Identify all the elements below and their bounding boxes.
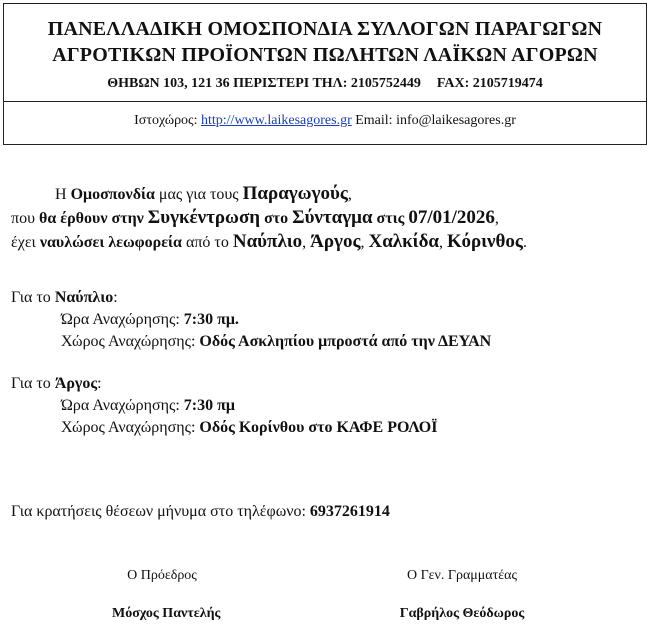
signature-secretary xyxy=(380,567,544,623)
letterhead xyxy=(3,3,647,145)
intro-text: στις xyxy=(376,210,405,227)
departure-time-label: Ώρα Αναχώρησης: xyxy=(61,311,184,328)
departure-time: 7:30 πμ xyxy=(183,397,235,414)
intro-text: , xyxy=(302,234,311,251)
fax-number: FAX: 2105719474 xyxy=(436,76,543,91)
intro-will-come: θα έρθουν στην xyxy=(39,210,144,227)
trip-prefix: Για το xyxy=(11,375,55,392)
website-link[interactable]: http://www.laikesagores.gr xyxy=(201,113,352,128)
org-name-line-1: ΠΑΝΕΛΛΑΔΙΚΗ ΟΜΟΣΠΟΝΔΙΑ ΣΥΛΛΟΓΩΝ ΠΑΡΑΓΩΓΩΝ xyxy=(47,18,603,40)
intro-text: από το xyxy=(181,234,233,251)
departure-place: Οδός Ασκληπίου μπροστά από την ΔΕΥΑΝ xyxy=(199,333,492,350)
intro-rally: Συγκέντρωση xyxy=(147,207,261,228)
departure-time-row xyxy=(11,395,437,417)
email-address: info@laikesagores.gr xyxy=(396,113,516,128)
intro-text: , xyxy=(347,186,352,203)
departure-place-row xyxy=(11,417,437,439)
intro-text: . xyxy=(522,234,527,251)
signature-president xyxy=(112,567,221,623)
departure-place-label: Χώρος Αναχώρησης: xyxy=(61,333,200,350)
intro-text: , xyxy=(439,234,448,251)
trip-colon: : xyxy=(97,375,102,392)
website-label: Ιστοχώρος: xyxy=(134,113,198,128)
trip-heading xyxy=(11,373,437,395)
city-argos: Άργος xyxy=(310,231,361,252)
org-name-line-2: ΑΓΡΟΤΙΚΩΝ ΠΡΟΪΟΝΤΩΝ ΠΩΛΗΤΩΝ ΛΑΪΚΩΝ ΑΓΟΡΩΝ xyxy=(52,44,598,66)
intro-line-1 xyxy=(11,182,645,206)
intro-text: που xyxy=(11,210,39,227)
reservation-line xyxy=(11,501,390,523)
email-label: Email: xyxy=(355,113,393,128)
departure-time-row xyxy=(11,309,491,331)
trip-argos xyxy=(11,373,437,439)
departure-place-label: Χώρος Αναχώρησης: xyxy=(61,419,200,436)
signatory-name: Γαβρήλος Θεόδωρος xyxy=(399,606,525,621)
departure-time: 7:30 πμ. xyxy=(183,311,239,328)
trip-colon: : xyxy=(113,289,118,306)
reservation-text: Για κρατήσεις θέσεων μήνυμα στο τηλέφωνο: xyxy=(11,503,310,520)
intro-syntagma: Σύνταγμα xyxy=(292,207,373,228)
trip-nafplio xyxy=(11,287,491,353)
intro-line-3 xyxy=(11,230,645,254)
signatory-name: Μόσχος Παντελής xyxy=(112,606,221,621)
intro-date: 07/01/2026 xyxy=(408,207,495,228)
signatory-title: Ο Γεν. Γραμματέας xyxy=(406,568,518,583)
city-korinthos: Κόρινθος xyxy=(447,231,523,252)
address-phone: ΘΗΒΩΝ 103, 121 36 ΠΕΡΙΣΤΕΡΙ ΤΗΛ: 2105752449 xyxy=(107,76,421,91)
intro-text: μας για τους xyxy=(154,186,243,203)
intro-text: , xyxy=(494,210,499,227)
intro-text: στο xyxy=(264,210,289,227)
intro-text: Η xyxy=(55,186,71,203)
city-nafplio: Ναύπλιο xyxy=(232,231,303,252)
trip-prefix: Για το xyxy=(11,289,55,306)
address-line xyxy=(4,74,646,94)
trip-destination: Άργος xyxy=(54,375,98,392)
intro-federation: Ομοσπονδία xyxy=(70,186,155,203)
reservation-phone: 6937261914 xyxy=(309,503,390,520)
intro-producers: Παραγωγούς xyxy=(242,183,348,204)
departure-place-row xyxy=(11,331,491,353)
announcement-intro xyxy=(11,182,645,254)
trip-heading xyxy=(11,287,491,309)
letterhead-header xyxy=(4,4,646,102)
intro-line-2 xyxy=(11,206,645,230)
departure-time-label: Ώρα Αναχώρησης: xyxy=(61,397,184,414)
city-chalkida: Χαλκίδα xyxy=(368,231,440,252)
intro-buses: ναυλώσει λεωφορεία xyxy=(39,234,182,251)
signatory-title: Ο Πρόεδρος xyxy=(127,568,197,583)
trip-destination: Ναύπλιο xyxy=(54,289,114,306)
contact-line xyxy=(4,102,646,130)
intro-text: , xyxy=(360,234,369,251)
intro-text: έχει xyxy=(11,234,40,251)
departure-place: Οδός Κορίνθου στο ΚΑΦΕ ΡΟΛΟΪ xyxy=(199,419,438,436)
